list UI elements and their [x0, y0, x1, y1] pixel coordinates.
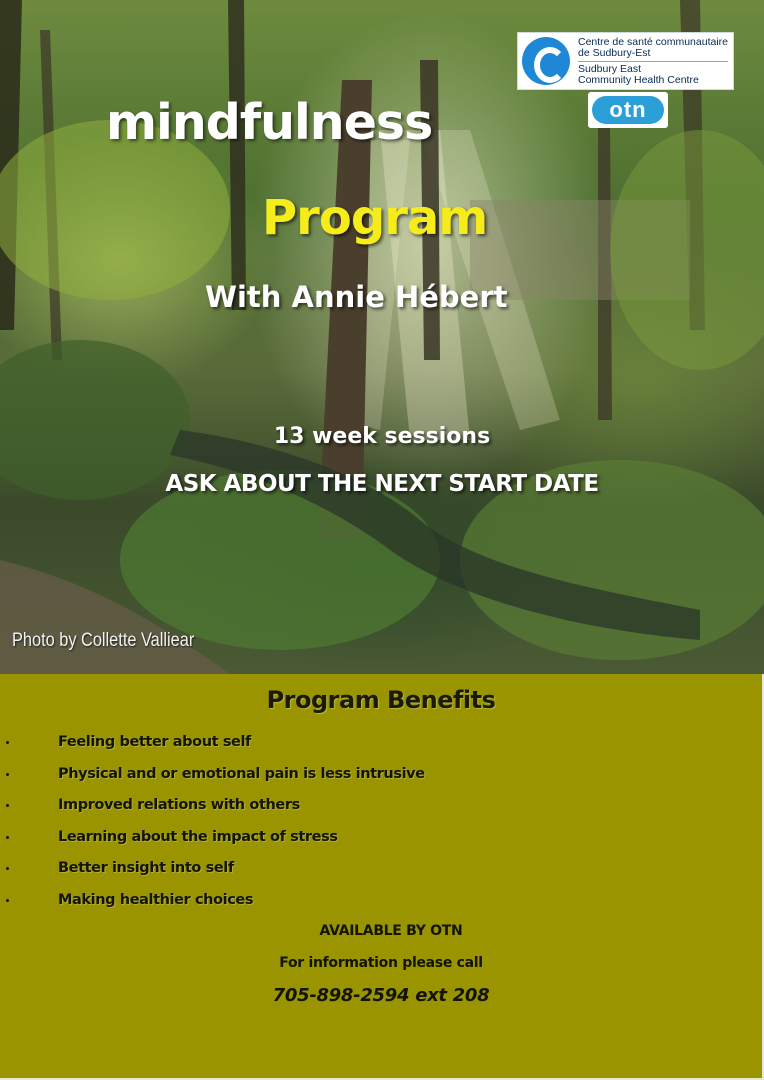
presenter-line: With Annie Hébert — [205, 280, 508, 314]
bullet-icon — [6, 804, 9, 807]
otn-logo — [588, 92, 668, 128]
benefits-list — [0, 732, 762, 921]
bullet-icon — [6, 773, 9, 776]
title-program: Program — [262, 190, 488, 246]
benefit-text: Improved relations with others — [58, 797, 300, 813]
logo-divider — [578, 61, 728, 62]
otn-logo-text: otn — [592, 96, 664, 124]
start-date-notice: ASK ABOUT THE NEXT START DATE — [165, 471, 599, 497]
bullet-icon — [6, 836, 9, 839]
logo-name-english-line2: Community Health Centre — [578, 74, 699, 86]
logo-name-french-line1: Centre de santé communautaire — [578, 36, 728, 48]
benefit-text: Making healthier choices — [58, 891, 254, 908]
benefit-text: Better insight into self — [58, 860, 234, 876]
bullet-icon — [6, 741, 9, 744]
logo-name-english — [578, 64, 699, 86]
photo-credit: Photo by Collette Valliear — [12, 630, 195, 651]
phone-number: 705-898-2594 ext 208 — [272, 985, 490, 1006]
title-mindfulness: mindfulness — [106, 94, 433, 151]
benefit-text: Learning about the impact of stress — [58, 828, 338, 845]
bullet-icon — [6, 899, 9, 902]
benefit-text: Physical and or emotional pain is less intrusive — [58, 765, 425, 782]
sessions-text: 13 week sessions — [273, 424, 491, 449]
benefits-heading: Program Benefits — [266, 686, 496, 714]
list-item — [0, 795, 762, 827]
benefits-panel — [0, 674, 764, 1080]
logo-name-french — [578, 37, 728, 59]
list-item — [0, 732, 762, 764]
availability-note: AVAILABLE BY OTN — [319, 923, 463, 939]
logo-name-french-line2: de Sudbury-Est — [578, 47, 651, 59]
logo-name-english-line1: Sudbury East — [578, 63, 642, 75]
benefit-text: Feeling better about self — [58, 734, 251, 750]
health-centre-emblem-icon — [522, 37, 570, 85]
list-item — [0, 827, 762, 859]
health-centre-logo — [517, 32, 734, 90]
list-item — [0, 764, 762, 796]
list-item — [0, 858, 762, 890]
list-item — [0, 890, 762, 922]
contact-prompt: For information please call — [279, 955, 483, 971]
bullet-icon — [6, 867, 9, 870]
